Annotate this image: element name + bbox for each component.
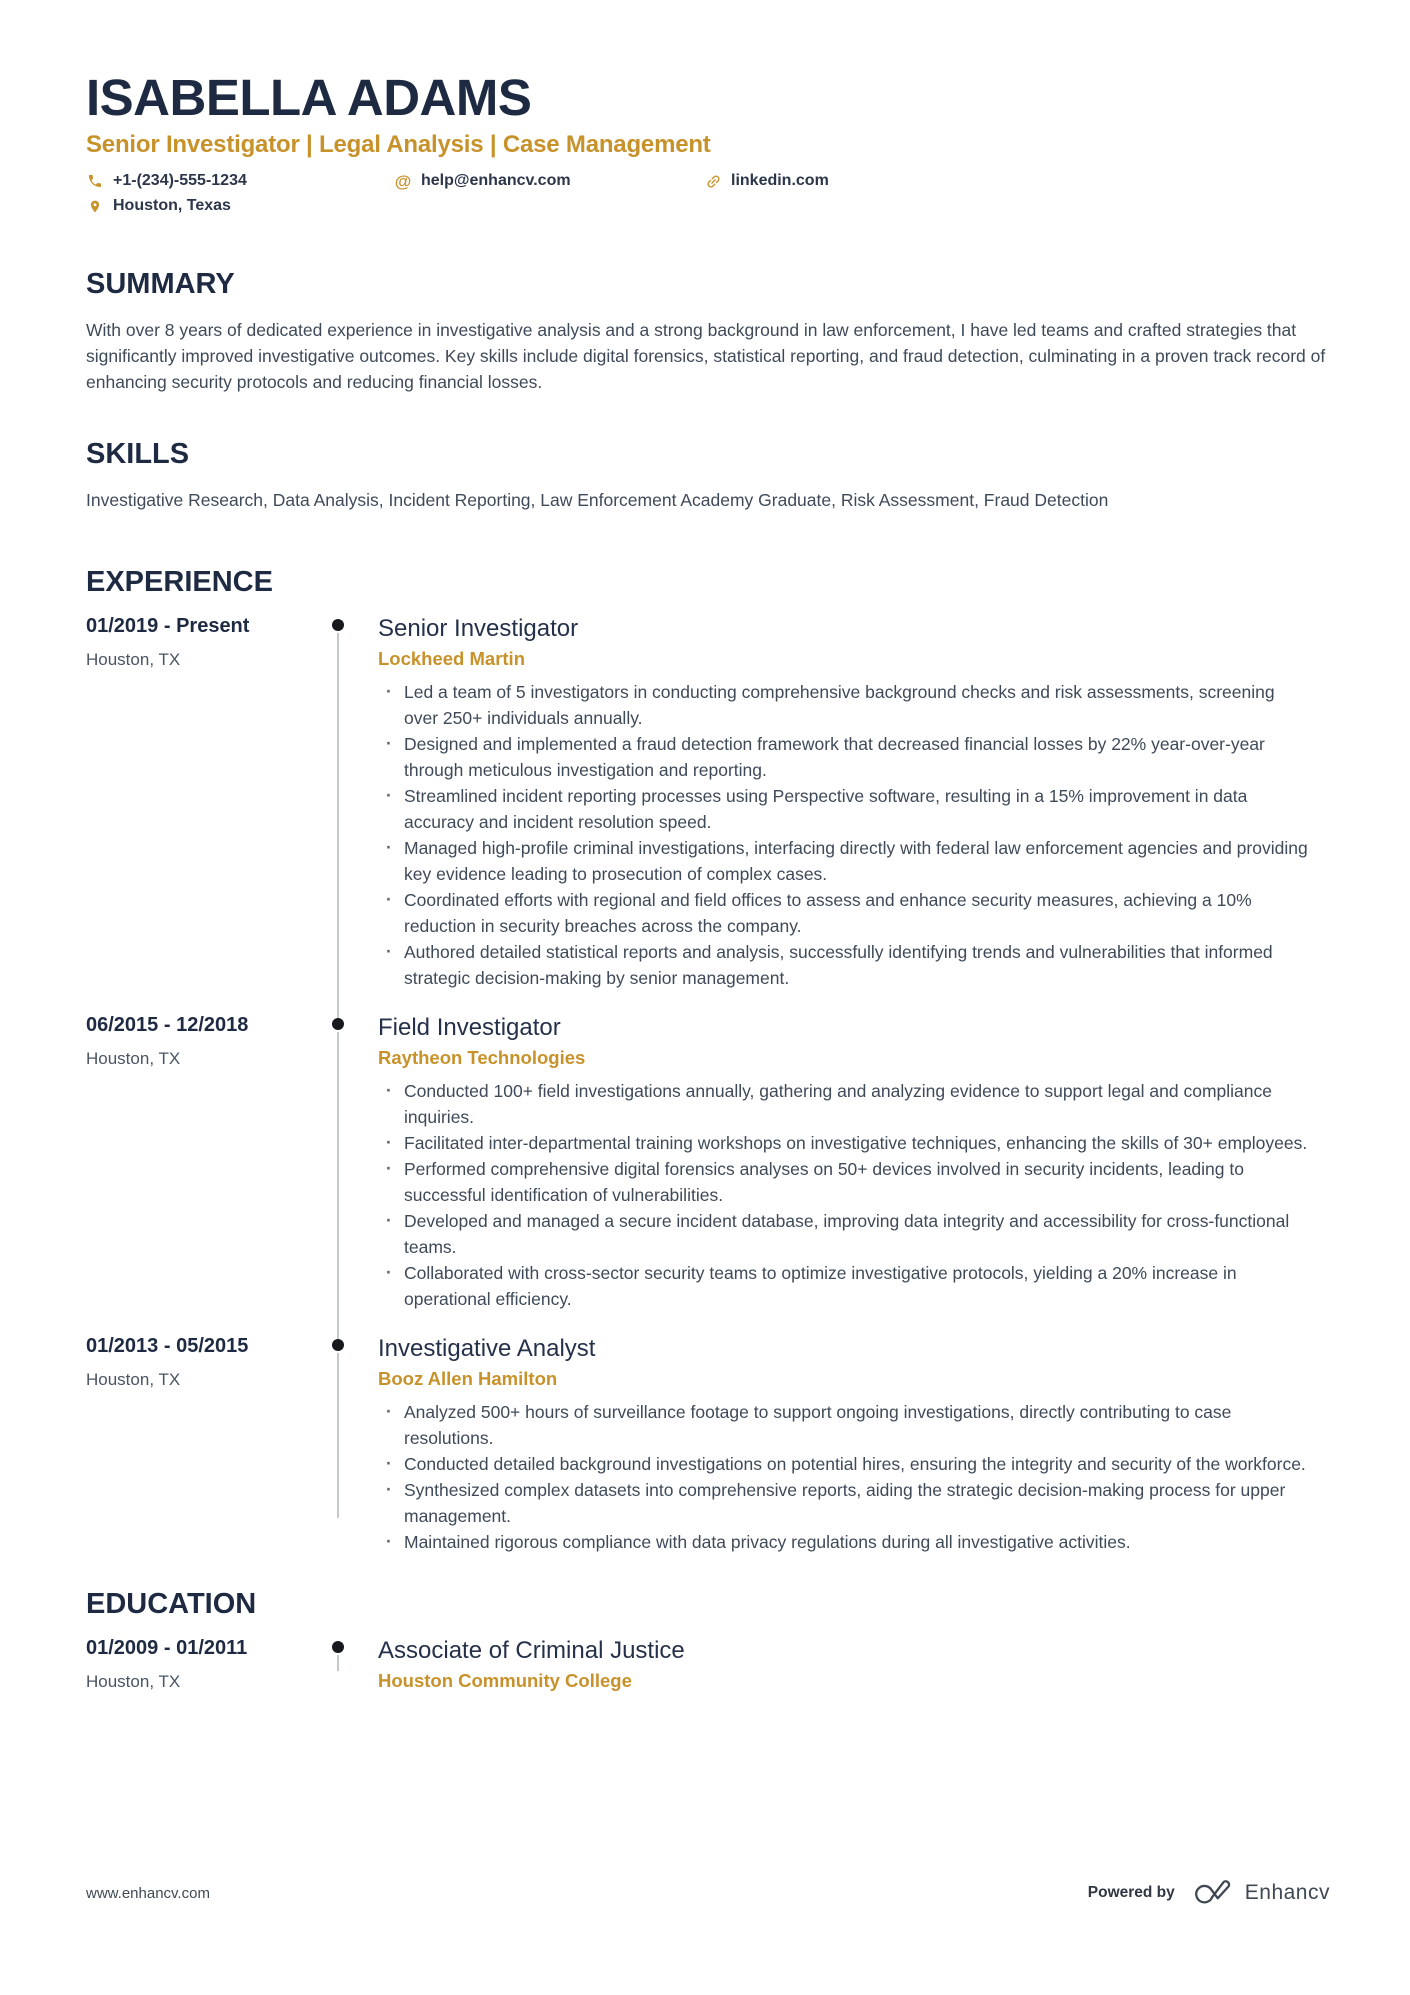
job-dates: 01/2019 - Present bbox=[86, 615, 250, 637]
skills-heading: SKILLS bbox=[86, 438, 190, 470]
location-contact[interactable] bbox=[86, 197, 1330, 215]
timeline-dot bbox=[332, 1641, 344, 1653]
job-title: Field Investigator bbox=[378, 1014, 561, 1041]
job-company: Raytheon Technologies bbox=[378, 1047, 586, 1068]
timeline-line bbox=[337, 633, 339, 1021]
powered-by-label: Powered by bbox=[1087, 1884, 1175, 1901]
job-details bbox=[378, 614, 1330, 991]
timeline bbox=[338, 614, 378, 991]
bullet-item: · Performed comprehensive digital forensics analyses on 50+ devices involved in security incidents, leading to successful identification of vulnerabilities. bbox=[378, 1156, 1313, 1208]
experience-heading: EXPERIENCE bbox=[86, 566, 273, 598]
timeline-line bbox=[337, 1655, 339, 1671]
bullet-item: · Conducted detailed background investigations on potential hires, ensuring the integrity and security of the workforce. bbox=[378, 1451, 1313, 1477]
bullet-item: · Authored detailed statistical reports and analysis, successfully identifying trends and vulnerabilities that informed strategic decision-making by senior management. bbox=[378, 939, 1313, 991]
education-section bbox=[86, 1589, 1330, 1692]
bullet-item: · Maintained rigorous compliance with data privacy regulations during all investigative activities. bbox=[378, 1529, 1313, 1555]
job-meta bbox=[86, 1334, 338, 1555]
bullet-item: · Synthesized complex datasets into comprehensive reports, aiding the strategic decision-making process for upper management. bbox=[378, 1477, 1313, 1529]
enhancv-infinity-logo bbox=[1191, 1879, 1235, 1907]
brand-name: Enhancv bbox=[1244, 1881, 1330, 1904]
linkedin-contact[interactable] bbox=[704, 172, 1330, 190]
education-meta bbox=[86, 1636, 338, 1692]
phone-contact[interactable] bbox=[86, 172, 394, 190]
job-company: Lockheed Martin bbox=[378, 648, 525, 669]
timeline-line bbox=[337, 1032, 339, 1342]
email-address: help@enhancv.com bbox=[421, 172, 571, 189]
experience-entry bbox=[86, 1334, 1330, 1555]
link-icon bbox=[704, 173, 722, 190]
job-company: Booz Allen Hamilton bbox=[378, 1368, 558, 1389]
page-footer bbox=[86, 1879, 1330, 1907]
resume-header bbox=[86, 70, 1330, 215]
degree-title: Associate of Criminal Justice bbox=[378, 1637, 685, 1664]
contact-info bbox=[86, 172, 1330, 215]
education-heading: EDUCATION bbox=[86, 1588, 257, 1620]
summary-heading: SUMMARY bbox=[86, 268, 235, 300]
linkedin-url: linkedin.com bbox=[731, 172, 829, 189]
education-details bbox=[378, 1636, 1330, 1692]
timeline-dot bbox=[332, 1018, 344, 1030]
bullet-item: · Led a team of 5 investigators in conducting comprehensive background checks and risk assessments, screening over 250+ individuals annually. bbox=[378, 679, 1313, 731]
job-bullets bbox=[378, 679, 1313, 991]
job-location: Houston, TX bbox=[86, 1049, 181, 1068]
job-title: Investigative Analyst bbox=[378, 1335, 596, 1362]
skills-text: Investigative Research, Data Analysis, Incident Reporting, Law Enforcement Academy Graduate, Risk Assessment, Fraud Detection bbox=[86, 490, 1109, 510]
bullet-item: · Developed and managed a secure incident database, improving data integrity and accessibility for cross-functional teams. bbox=[378, 1208, 1313, 1260]
timeline-dot bbox=[332, 1339, 344, 1351]
bullet-item: · Designed and implemented a fraud detection framework that decreased financial losses by 22% year-over-year through meticulous investigation and reporting. bbox=[378, 731, 1313, 783]
experience-section bbox=[86, 567, 1330, 1555]
timeline-line bbox=[337, 1353, 339, 1518]
bullet-item: · Streamlined incident reporting processes using Perspective software, resulting in a 15% improvement in data accuracy and incident resolution speed. bbox=[378, 783, 1313, 835]
job-title: Senior Investigator bbox=[378, 615, 579, 642]
job-details bbox=[378, 1334, 1330, 1555]
education-dates: 01/2009 - 01/2011 bbox=[86, 1637, 248, 1659]
job-dates: 01/2013 - 05/2015 bbox=[86, 1335, 249, 1357]
candidate-name: ISABELLA ADAMS bbox=[86, 69, 532, 126]
bullet-item: · Coordinated efforts with regional and field offices to assess and enhance security measures, achieving a 10% reduction in security breaches across the company. bbox=[378, 887, 1313, 939]
bullet-item: · Facilitated inter-departmental training workshops on investigative techniques, enhancing the skills of 30+ employees. bbox=[378, 1130, 1313, 1156]
summary-text: With over 8 years of dedicated experience in investigative analysis and a strong background in law enforcement, I have led teams and crafted strategies that significantly improved investigative outcomes. Key skills include digital forensics, statistical reporting, and fraud detection, culminating in a proven track record of enhancing security protocols and reducing financial losses. bbox=[86, 320, 1326, 392]
location-pin-icon bbox=[86, 198, 104, 215]
education-location: Houston, TX bbox=[86, 1672, 181, 1691]
job-bullets bbox=[378, 1399, 1313, 1555]
timeline bbox=[338, 1334, 378, 1555]
education-entry bbox=[86, 1636, 1330, 1692]
phone-icon bbox=[86, 173, 104, 189]
skills-section bbox=[86, 439, 1330, 513]
experience-entry bbox=[86, 614, 1330, 991]
bullet-item: · Analyzed 500+ hours of surveillance footage to support ongoing investigations, directly contributing to case resolutions. bbox=[378, 1399, 1313, 1451]
timeline-dot bbox=[332, 619, 344, 631]
job-location: Houston, TX bbox=[86, 650, 181, 669]
at-icon: @ bbox=[394, 171, 412, 191]
enhancv-brandmark bbox=[1191, 1879, 1330, 1907]
timeline bbox=[338, 1636, 378, 1692]
school-name: Houston Community College bbox=[378, 1670, 632, 1691]
job-meta bbox=[86, 1013, 338, 1312]
bullet-item: · Collaborated with cross-sector security teams to optimize investigative protocols, yielding a 20% increase in operational efficiency. bbox=[378, 1260, 1313, 1312]
email-contact[interactable] bbox=[394, 172, 704, 190]
candidate-headline: Senior Investigator | Legal Analysis | Case Management bbox=[86, 131, 711, 158]
bullet-item: · Conducted 100+ field investigations annually, gathering and analyzing evidence to support legal and compliance inquiries. bbox=[378, 1078, 1313, 1130]
job-bullets bbox=[378, 1078, 1313, 1312]
bullet-item: · Managed high-profile criminal investigations, interfacing directly with federal law enforcement agencies and providing key evidence leading to prosecution of complex cases. bbox=[378, 835, 1313, 887]
summary-section bbox=[86, 269, 1330, 395]
job-meta bbox=[86, 614, 338, 991]
job-details bbox=[378, 1013, 1330, 1312]
job-location: Houston, TX bbox=[86, 1370, 181, 1389]
location-text: Houston, Texas bbox=[113, 197, 231, 214]
timeline bbox=[338, 1013, 378, 1312]
footer-website-link[interactable]: www.enhancv.com bbox=[86, 1884, 210, 1902]
job-dates: 06/2015 - 12/2018 bbox=[86, 1014, 249, 1036]
powered-by-block bbox=[1088, 1879, 1330, 1907]
phone-number: +1-(234)-555-1234 bbox=[113, 172, 247, 189]
experience-entry bbox=[86, 1013, 1330, 1312]
